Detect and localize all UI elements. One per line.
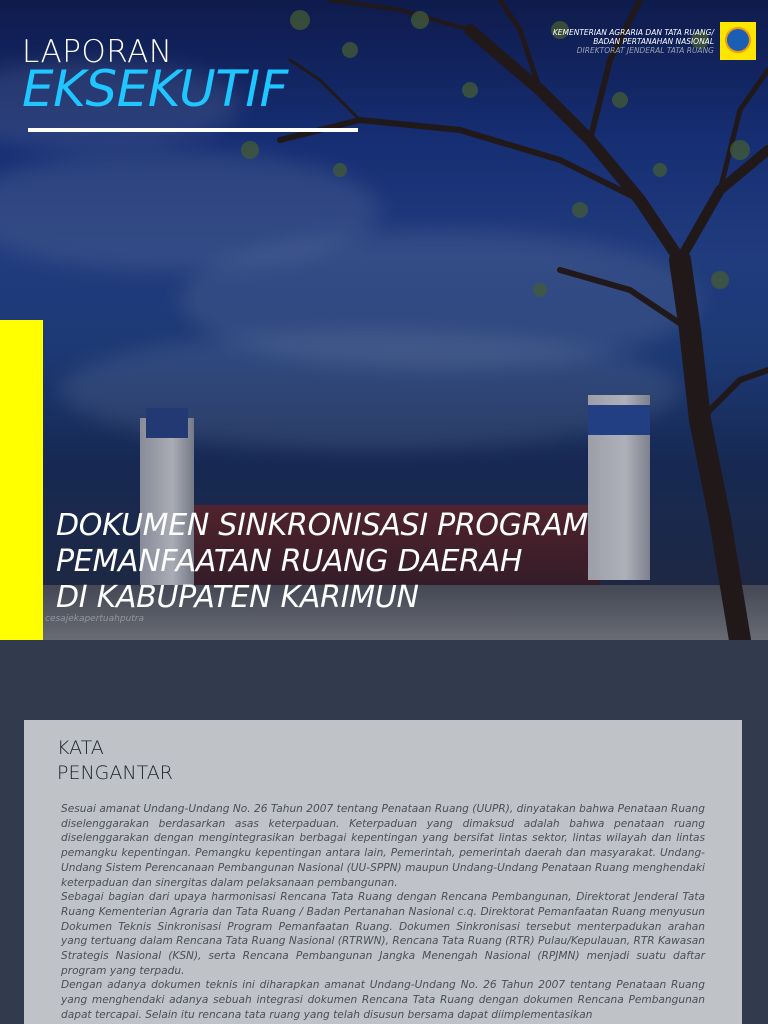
report-title: EKSEKUTIF — [22, 60, 288, 118]
document-title-line3: DI KABUPATEN KARIMUN — [56, 580, 419, 615]
foreword-paragraph: Sebagai bagian dari upaya harmonisasi Rencana Tata Ruang dengan Rencana Pembangunan, Direktorat Jenderal Tata Ruang Kementerian Agraria dan Tata Ruang / Badan Pertanahan Nasional c.q. Direktorat Pemanfaatan Ruang menyusun Dokumen Teknis Sinkronisasi Program Pemanfaatan Ruang. Dokumen Sinkronisasi tersebut menterpadukan arahan yang tertuang dalam Rencana Tata Ruang Nasional (RTRWN), Rencana Tata Ruang (RTR) Pulau/Kepulauan, RTR Kawasan Strategis Nasional (KSN), serta Rencana Pembangunan Jangka Menengah Nasional (RPJMN) menjadi suatu daftar program yang terpadu. — [61, 891, 705, 977]
ministry-logo-icon — [720, 22, 756, 60]
foreword-title-line2: PENGANTAR — [57, 762, 173, 784]
foreword-paragraph: Sesuai amanat Undang-Undang No. 26 Tahun 2007 tentang Penataan Ruang (UUPR), dinyatakan bahwa Penataan Ruang diselenggarakan berdasarkan asas keterpaduan. Keterpaduan yang dimaksud adalah bahwa penataan ruang diselenggarakan dengan mengintegrasikan berbagai kepentingan yang bersifat lintas sektor, lintas wilayah dan lintas pemangku kepentingan. Pemangku kepentingan antara lain, Pemerintah, pemerintah daerah dan masyarakat. Undang-Undang Sistem Perencanaan Pembangunan Nasional (UU-SPPN) maupun Undang-Undang Penataan Ruang menghendaki keterpaduan dan sinergitas dalam pelaksanaan pembangunan. — [61, 803, 705, 889]
accent-bar — [0, 320, 43, 640]
document-title-line2: PEMANFAATAN RUANG DAERAH — [56, 544, 523, 579]
foreword-panel — [24, 720, 742, 1024]
foreword-title — [57, 736, 173, 786]
org-directorate: DIREKTORAT JENDERAL TATA RUANG — [576, 46, 714, 55]
report-label: LAPORAN — [22, 34, 173, 70]
foreword-body — [61, 802, 705, 1023]
org-ministry: KEMENTERIAN AGRARIA DAN TATA RUANG/ — [552, 28, 714, 37]
org-agency: BADAN PERTANAHAN NASIONAL — [593, 37, 714, 46]
title-divider — [28, 128, 358, 132]
foreword-title-line1: KATA — [57, 737, 104, 759]
organization-block — [553, 28, 714, 55]
photo-watermark: cesajekapertuahputra — [45, 614, 145, 624]
document-title-line1: DOKUMEN SINKRONISASI PROGRAM — [56, 508, 589, 543]
foreword-paragraph: Dengan adanya dokumen teknis ini diharapkan amanat Undang-Undang No. 26 Tahun 2007 tentang Penataan Ruang yang menghendaki adanya sebuah integrasi dokumen Rencana Tata Ruang dengan dokumen Rencana Pembangunan dapat tercapai. Selain itu rencana tata ruang yang telah disusun bersama dapat diimplementasikan — [61, 979, 705, 1021]
document-title — [56, 508, 588, 616]
